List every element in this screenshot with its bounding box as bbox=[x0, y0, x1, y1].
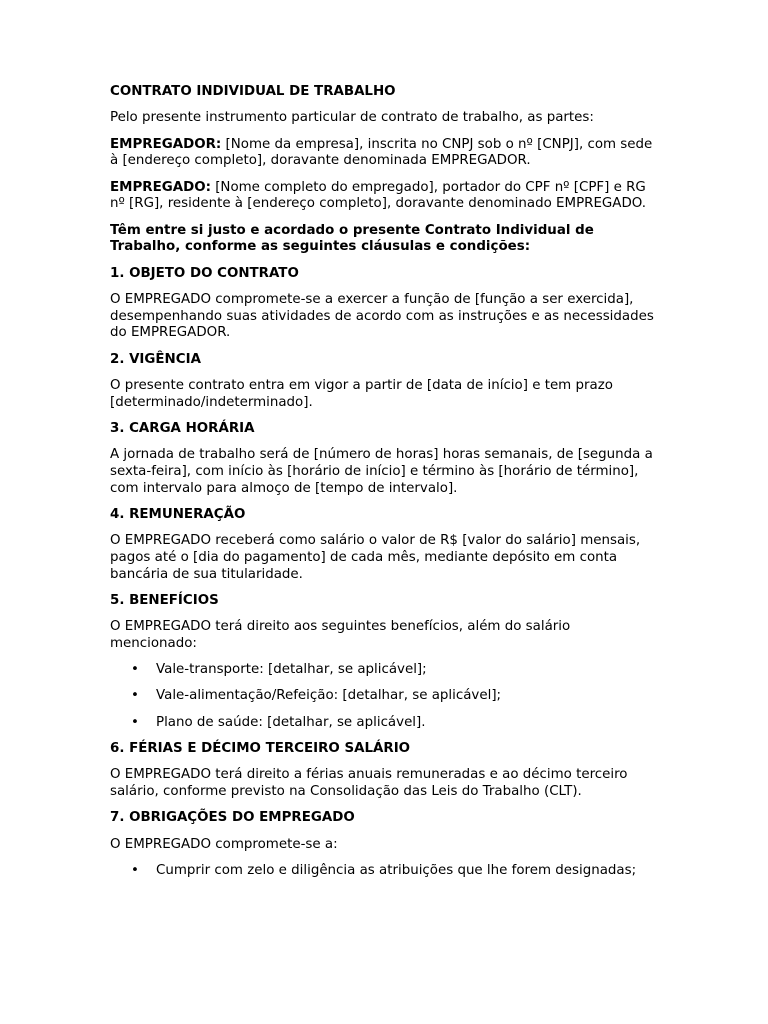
section-heading-remuneracao: 4. REMUNERAÇÃO bbox=[110, 506, 246, 522]
section-heading-objeto: 1. OBJETO DO CONTRATO bbox=[110, 265, 299, 281]
agreement-paragraph: Têm entre si justo e acordado o presente Contrato Individual de Trabalho, conforme as seguintes cláusulas e condições: bbox=[110, 222, 594, 255]
document-body bbox=[110, 84, 655, 889]
employer-paragraph bbox=[110, 137, 655, 170]
section-heading-carga-horaria: 3. CARGA HORÁRIA bbox=[110, 420, 255, 436]
section-text-ferias: O EMPREGADO terá direito a férias anuais remuneradas e ao décimo terceiro salário, conforme previsto na Consolidação das Leis do Trabalho (CLT). bbox=[110, 767, 628, 800]
list-item: • Vale-alimentação/Refeição: [detalhar, se aplicável]; bbox=[110, 688, 655, 705]
section-heading-vigencia: 2. VIGÊNCIA bbox=[110, 351, 201, 367]
employer-text: [Nome da empresa], inscrita no CNPJ sob o nº [CNPJ], com sede à [endereço completo], doravante denominada EMPREGADOR. bbox=[110, 136, 653, 169]
employee-text: [Nome completo do empregado], portador do CPF nº [CPF] e RG nº [RG], residente à [endereço completo], doravante denominado EMPREGADO. bbox=[110, 179, 647, 212]
section-text-vigencia: O presente contrato entra em vigor a partir de [data de início] e tem prazo [determinado/indeterminado]. bbox=[110, 377, 613, 410]
employee-label: EMPREGADO: bbox=[110, 179, 211, 195]
list-item: • Vale-transporte: [detalhar, se aplicável]; bbox=[110, 662, 655, 679]
section-heading-beneficios: 5. BENEFÍCIOS bbox=[110, 592, 219, 608]
employee-paragraph bbox=[110, 180, 655, 213]
section-heading-ferias: 6. FÉRIAS E DÉCIMO TERCEIRO SALÁRIO bbox=[110, 741, 411, 757]
document-title: CONTRATO INDIVIDUAL DE TRABALHO bbox=[110, 84, 396, 99]
section-heading-obrigacoes: 7. OBRIGAÇÕES DO EMPREGADO bbox=[110, 810, 355, 826]
list-item: • Cumprir com zelo e diligência as atribuições que lhe forem designadas; bbox=[110, 863, 655, 880]
section-text-carga-horaria: A jornada de trabalho será de [número de horas] horas semanais, de [segunda a sexta-feira], com início às [horário de início] e término às [horário de término], com intervalo para almoço de [tempo de intervalo]. bbox=[110, 447, 653, 496]
section-text-beneficios: O EMPREGADO terá direito aos seguintes benefícios, além do salário mencionado: bbox=[110, 619, 571, 651]
section-text-objeto: O EMPREGADO compromete-se a exercer a função de [função a ser exercida], desempenhando suas atividades de acordo com as instruções e as necessidades do EMPREGADOR. bbox=[110, 291, 654, 341]
list-item: • Plano de saúde: [detalhar, se aplicável]. bbox=[110, 715, 655, 732]
benefits-list bbox=[110, 662, 655, 731]
employer-label: EMPREGADOR: bbox=[110, 136, 222, 152]
section-text-obrigacoes: O EMPREGADO compromete-se a: bbox=[110, 836, 338, 852]
section-text-remuneracao: O EMPREGADO receberá como salário o valor de R$ [valor do salário] mensais, pagos até o [dia do pagamento] de cada mês, mediante depósito em conta bancária de sua titularidade. bbox=[110, 533, 641, 582]
intro-paragraph: Pelo presente instrumento particular de contrato de trabalho, as partes: bbox=[110, 110, 594, 126]
obligations-list bbox=[110, 863, 655, 880]
